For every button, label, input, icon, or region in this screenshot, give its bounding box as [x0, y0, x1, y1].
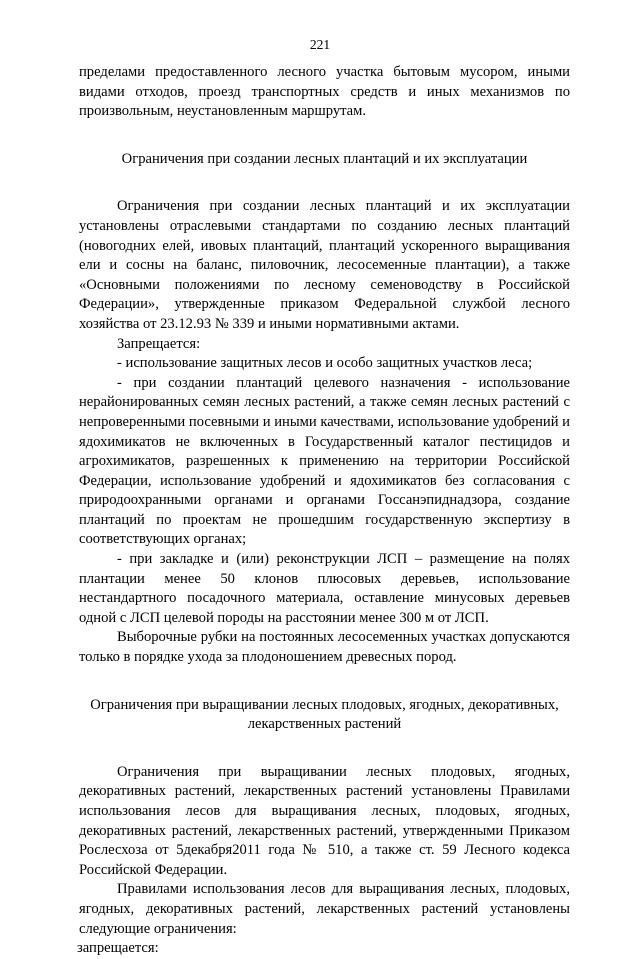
list-item-target-plantations: - при создании плантаций целевого назначения - использование нерайонированных семян лесных растений, а также семян лесных растений с непроверенными посевными и иными качествами, использование удобрений и ядохимикатов не включенных в Государственный каталог пестицидов и агрохимикатов, разрешенных к применению на территории Российской Федерации, использование удобрений и ядохимикатов без согласования с природоохранными органами и органами Госсанэпиднадзора, создание плантаций по проектам не прошедшим государственную экспертизу в соответствующих органах;: [79, 374, 570, 548]
paragraph-selective-felling: Выборочные рубки на постоянных лесосеменных участках допускаются только в порядке ухода за плодоношением древесных пород.: [79, 629, 570, 666]
paragraph-prohibited-label: Запрещается:: [117, 335, 201, 352]
paragraph-rules-restrictions: Правилами использования лесов для выращивания лесных, плодовых, ягодных, декоративных растений, лекарственных растений установлены следующие ограничения:: [79, 881, 570, 937]
section-heading-plantations: Ограничения при создании лесных плантаций и их эксплуатации: [121, 150, 528, 167]
section-heading-growing-plants: Ограничения при выращивании лесных плодовых, ягодных, декоративных, лекарственных растений: [90, 696, 559, 733]
page-number: 221: [309, 37, 331, 52]
paragraph-plantation-restrictions: Ограничения при создании лесных плантаций и их эксплуатации установлены отраслевыми стандартами по созданию лесных плантаций (новогодних елей, ивовых плантаций, плантаций ускоренного выращивания ели и сосны на баланс, пиловочник, лесосеменные плантации), а также «Основными положениями по лесному семеноводству в Российской Федерации», утвержденные приказом Федеральной службой лесного хозяйства от 23.12.93 № 339 и иными нормативными актами.: [79, 198, 570, 332]
list-item-protected-forests: - использование защитных лесов и особо защитных участков леса;: [117, 355, 533, 372]
paragraph-growing-restrictions: Ограничения при выращивании лесных плодовых, ягодных, декоративных растений, лекарственных растений установлены Правилами использования лесов для выращивания лесных, плодовых, ягодных, декоративных растений, лекарственных растений, утвержденными Приказом Рослесхоза от 5декабря2011 года № 510, а также ст. 59 Лесного кодекса Российской Федерации.: [79, 763, 570, 878]
page-body: [79, 63, 570, 959]
list-item-lsp: - при закладке и (или) реконструкции ЛСП – размещение на полях плантации менее 50 клонов плюсовых деревьев, использование нестандартного посадочного материала, оставление минусовых деревьев одной с ЛСП целевой породы на расстоянии менее 300 м от ЛСП.: [79, 551, 570, 626]
paragraph-prohibited-label-2: запрещается:: [77, 940, 159, 957]
paragraph-intro: пределами предоставленного лесного участка бытовым мусором, иными видами отходов, проезд транспортных средств и иных механизмов по произвольным, неустановленным маршрутам.: [79, 64, 570, 120]
